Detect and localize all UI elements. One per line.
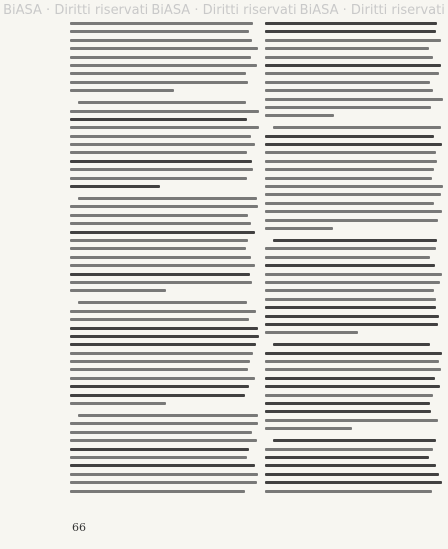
illegible-text-line (70, 47, 258, 50)
illegible-text-line (265, 106, 431, 109)
illegible-text-line (70, 177, 247, 180)
illegible-text-line (78, 301, 247, 304)
illegible-text-line (70, 273, 250, 276)
illegible-text-line (70, 185, 160, 188)
text-column-left (70, 22, 260, 498)
illegible-text-line (265, 22, 437, 25)
illegible-text-line (265, 306, 436, 309)
illegible-text-line (70, 118, 247, 121)
illegible-text-line (265, 394, 433, 397)
illegible-text-line (265, 30, 436, 33)
illegible-text-line (265, 72, 439, 75)
illegible-text-line (265, 47, 429, 50)
illegible-text-line (265, 464, 436, 467)
illegible-text-line (265, 227, 333, 230)
illegible-text-line (70, 30, 249, 33)
illegible-text-line (70, 143, 255, 146)
illegible-text-line (265, 160, 437, 163)
illegible-text-line (273, 343, 430, 346)
illegible-text-line (70, 490, 245, 493)
illegible-text-line (265, 185, 443, 188)
illegible-text-line (265, 377, 435, 380)
illegible-text-line (265, 264, 435, 267)
illegible-text-line (70, 377, 255, 380)
illegible-text-line (70, 352, 253, 355)
illegible-text-line (70, 394, 245, 397)
illegible-text-line (265, 419, 438, 422)
illegible-text-line (70, 56, 251, 59)
watermark (0, 3, 448, 18)
illegible-text-line (70, 473, 258, 476)
illegible-text-line (70, 343, 256, 346)
illegible-text-line (70, 151, 247, 154)
illegible-text-line (78, 101, 246, 104)
illegible-text-line (265, 177, 432, 180)
illegible-text-line (70, 64, 257, 67)
text-column-right (265, 22, 443, 498)
illegible-text-line (70, 439, 257, 442)
illegible-text-line (265, 385, 440, 388)
illegible-text-line (265, 98, 443, 101)
illegible-text-line (70, 126, 259, 129)
illegible-text-line (70, 464, 255, 467)
illegible-text-line (265, 64, 441, 67)
illegible-text-line (273, 239, 437, 242)
illegible-text-line (265, 456, 429, 459)
illegible-text-line (265, 81, 430, 84)
illegible-text-line (70, 89, 174, 92)
illegible-text-line (265, 427, 352, 430)
illegible-text-line (70, 168, 253, 171)
illegible-text-line (70, 110, 259, 113)
illegible-text-line (265, 89, 433, 92)
illegible-text-line (70, 135, 251, 138)
illegible-text-line (265, 315, 439, 318)
illegible-text-line (265, 448, 433, 451)
illegible-text-line (78, 197, 257, 200)
illegible-text-line (70, 239, 248, 242)
illegible-text-line (70, 281, 252, 284)
illegible-text-line (70, 385, 249, 388)
illegible-text-line (265, 481, 442, 484)
illegible-text-line (265, 114, 334, 117)
illegible-text-line (70, 402, 166, 405)
illegible-text-line (70, 22, 253, 25)
watermark-text: BiASA · Diritti riservati (299, 3, 445, 18)
illegible-text-line (70, 205, 258, 208)
illegible-text-line (265, 56, 433, 59)
illegible-text-line (70, 231, 255, 234)
illegible-text-line (265, 247, 436, 250)
illegible-text-line (265, 323, 438, 326)
illegible-text-line (265, 168, 434, 171)
illegible-text-line (265, 219, 438, 222)
illegible-text-line (265, 402, 430, 405)
illegible-text-line (70, 422, 258, 425)
illegible-text-line (70, 72, 246, 75)
illegible-text-line (265, 193, 441, 196)
illegible-text-line (265, 360, 439, 363)
illegible-text-line (265, 410, 431, 413)
illegible-text-line (273, 126, 441, 129)
illegible-text-line (265, 256, 430, 259)
illegible-text-line (70, 289, 166, 292)
illegible-text-line (70, 318, 249, 321)
illegible-text-line (265, 473, 439, 476)
watermark-text: BiASA · Diritti riservati (151, 3, 297, 18)
page-number: 66 (72, 521, 86, 534)
illegible-text-line (70, 335, 259, 338)
illegible-text-line (265, 39, 441, 42)
illegible-text-line (70, 81, 248, 84)
illegible-text-line (70, 256, 251, 259)
illegible-text-line (265, 273, 442, 276)
watermark-text: BiASA · Diritti riservati (3, 3, 149, 18)
illegible-text-line (265, 331, 358, 334)
illegible-text-line (70, 214, 248, 217)
illegible-text-line (70, 310, 256, 313)
illegible-text-line (265, 298, 436, 301)
illegible-text-line (265, 143, 442, 146)
illegible-text-line (70, 247, 246, 250)
illegible-text-line (265, 289, 434, 292)
illegible-text-line (70, 160, 252, 163)
illegible-text-line (70, 264, 255, 267)
illegible-text-line (265, 202, 434, 205)
illegible-text-line (265, 352, 442, 355)
illegible-text-line (265, 135, 434, 138)
illegible-text-line (70, 222, 251, 225)
illegible-text-line (265, 210, 442, 213)
illegible-text-line (265, 368, 441, 371)
illegible-text-line (265, 490, 432, 493)
illegible-text-line (70, 481, 257, 484)
illegible-text-line (265, 281, 440, 284)
illegible-text-line (70, 448, 249, 451)
illegible-text-line (265, 151, 436, 154)
illegible-text-line (78, 414, 258, 417)
illegible-text-line (70, 327, 258, 330)
illegible-text-line (70, 456, 247, 459)
illegible-text-line (70, 39, 252, 42)
illegible-text-line (70, 431, 252, 434)
illegible-text-line (70, 360, 250, 363)
illegible-text-line (70, 368, 248, 371)
illegible-text-line (273, 439, 436, 442)
